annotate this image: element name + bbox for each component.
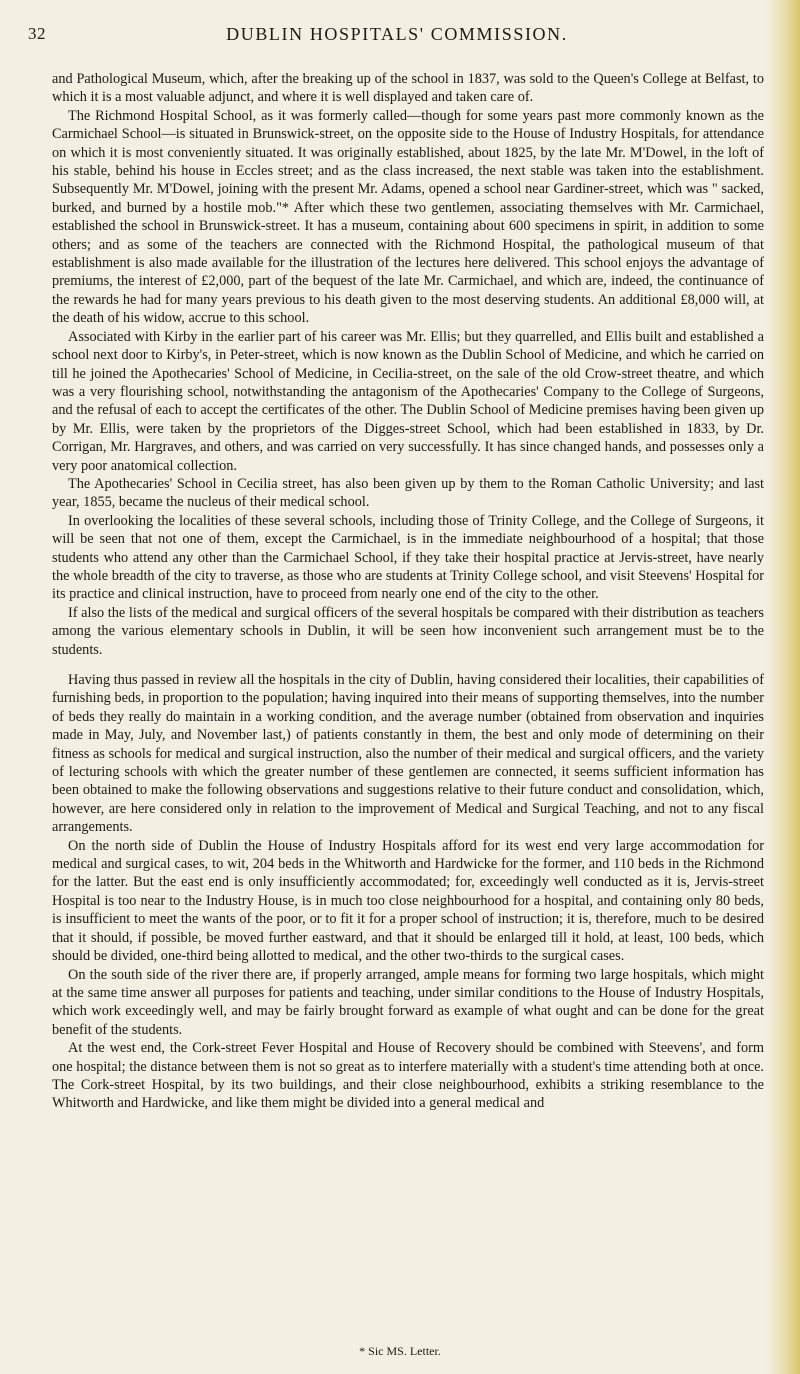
paragraph: and Pathological Museum, which, after the breaking up of the school in 1837, was sold to the Queen's College at Belfast, to which it is a most valuable adjunct, and where it is well displayed and taken care of. [52, 71, 764, 106]
page-number: 32 [28, 24, 46, 43]
running-head: DUBLIN HOSPITALS' COMMISSION. [226, 24, 568, 44]
paragraph: In overlooking the localities of these several schools, including those of Trinity College, and the College of Surgeons, it will be seen that not one of them, except the Carmichael, is in the immediate neighbourhood of a hospital; that those students who attend any other than the Carmichael School, if they take their hospital practice at Jervis-street, have nearly the whole breadth of the city to traverse, as those who are students at Trinity College school, and visit Steevens' Hospital for its practice and clinical instruction, have to proceed from nearly one end of the city to the other. [52, 512, 764, 603]
body-text [52, 70, 764, 1113]
paragraph: On the north side of Dublin the House of Industry Hospitals afford for its west end very large accommodation for medical and surgical cases, to wit, 204 beds in the Whitworth and Hardwicke for the former, and 110 beds in the Richmond for the latter. But the east end is only insufficiently accommodated; for, exceedingly well conducted as it is, Jervis-street Hospital is too near to the Industry House, is in much too close neighbourhood for a hospital, and containing only 80 beds, is insufficient to meet the wants of the poor, or to fit it for a proper school of instruction; it is, therefore, much to be desired that it should, if possible, be moved further eastward, and that it should be enlarged till it hold, at least, 100 beds, which should be divided, one-third being allotted to medical, and the other two-thirds to the surgical cases. [52, 837, 764, 965]
paragraph: On the south side of the river there are, if properly arranged, ample means for forming two large hospitals, which might at the same time answer all purposes for patients and teaching, under similar conditions to the House of Industry Hospitals, which work exceedingly well, and may be fairly brought forward as example of what ought and can be done for the great benefit of the students. [52, 966, 764, 1038]
paragraph: Associated with Kirby in the earlier part of his career was Mr. Ellis; but they quarrelled, and Ellis built and established a school next door to Kirby's, in Peter-street, which is now known as the Dublin School of Medicine, and which he carried on till he joined the Apothecaries' School of Medicine, in Cecilia-street, on the sale of the old Crow-street theatre, and which was a very flourishing school, notwithstanding the antagonism of the Apothecaries' Company to the College of Surgeons, and the refusal of each to accept the certificates of the other. The Dublin School of Medicine premises having been given up by Mr. Ellis, were taken by the proprietors of the Digges-street School, which had been established in 1833, by Dr. Corrigan, Mr. Hargraves, and others, and was carried on very successfully. It has since changed hands, and possesses only a very poor anatomical collection. [52, 328, 764, 474]
paragraph: At the west end, the Cork-street Fever Hospital and House of Recovery should be combined with Steevens', and form one hospital; the distance between them is not so great as to interfere materially with a student's time attending both at once. The Cork-street Hospital, by its two buildings, and their close neighbourhood, exhibits a striking resemblance to the Whitworth and Hardwicke, and like them might be divided into a general medical and [52, 1040, 764, 1112]
paragraph: Having thus passed in review all the hospitals in the city of Dublin, having considered their localities, their capabilities of furnishing beds, in proportion to the population; having inquired into their means of supporting themselves, into the number of beds they really do maintain in a working condition, and the average number (obtained from observation and inquiries made in May, July, and November last,) of patients constantly in them, the best and only mode of determining on their fitness as schools for medical and surgical instruction, also the number of their medical and surgical officers, and the variety of lecturing schools with which the greater number of these gentlemen are connected, it seems sufficient information has been obtained to make the following observations and suggestions relative to their future conduct and consolidation, which, however, are here considered only in relation to the improvement of Medical and Surgical Teaching, and not to any fiscal arrangements. [52, 672, 764, 836]
page-header [28, 20, 766, 54]
paragraph: The Apothecaries' School in Cecilia street, has also been given up by them to the Roman Catholic University; and last year, 1855, became the nucleus of their medical school. [52, 475, 764, 511]
page-edge [766, 0, 800, 1374]
footnote: * Sic MS. Letter. [359, 1344, 441, 1358]
paragraph: If also the lists of the medical and surgical officers of the several hospitals be compared with their distribution as teachers among the various elementary schools in Dublin, it will be seen how inconvenient such arrangement must be to the students. [52, 604, 764, 658]
paragraph: The Richmond Hospital School, as it was formerly called—though for some years past more commonly known as the Carmichael School—is situated in Brunswick-street, on the opposite side to the House of Industry Hospitals, for attendance on which it is most conveniently situated. It was originally established, about 1825, by the late Mr. M'Dowel, in the loft of his stable, behind his house in Eccles street; and as the class increased, the next stable was taken into the establishment. Subsequently Mr. M'Dowel, joining with the present Mr. Adams, opened a school near Gardiner-street, which was " sacked, burked, and burned by a hostile mob."* After which these two gentlemen, associating themselves with Mr. Carmichael, established the school in Brunswick-street. It has a museum, containing about 600 specimens in spirit, in addition to some others; and as some of the teachers are connected with the Richmond Hospital, the pathological museum of that establishment is also made available for the illustration of the lectures here delivered. This school enjoys the advantage of premiums, the interest of £2,000, part of the bequest of the late Mr. Carmichael, and which are, indeed, the continuance of the rewards he had for many years previous to his death given to the most deserving students. An additional £8,000 will, at the death of his widow, accrue to this school. [52, 107, 764, 327]
